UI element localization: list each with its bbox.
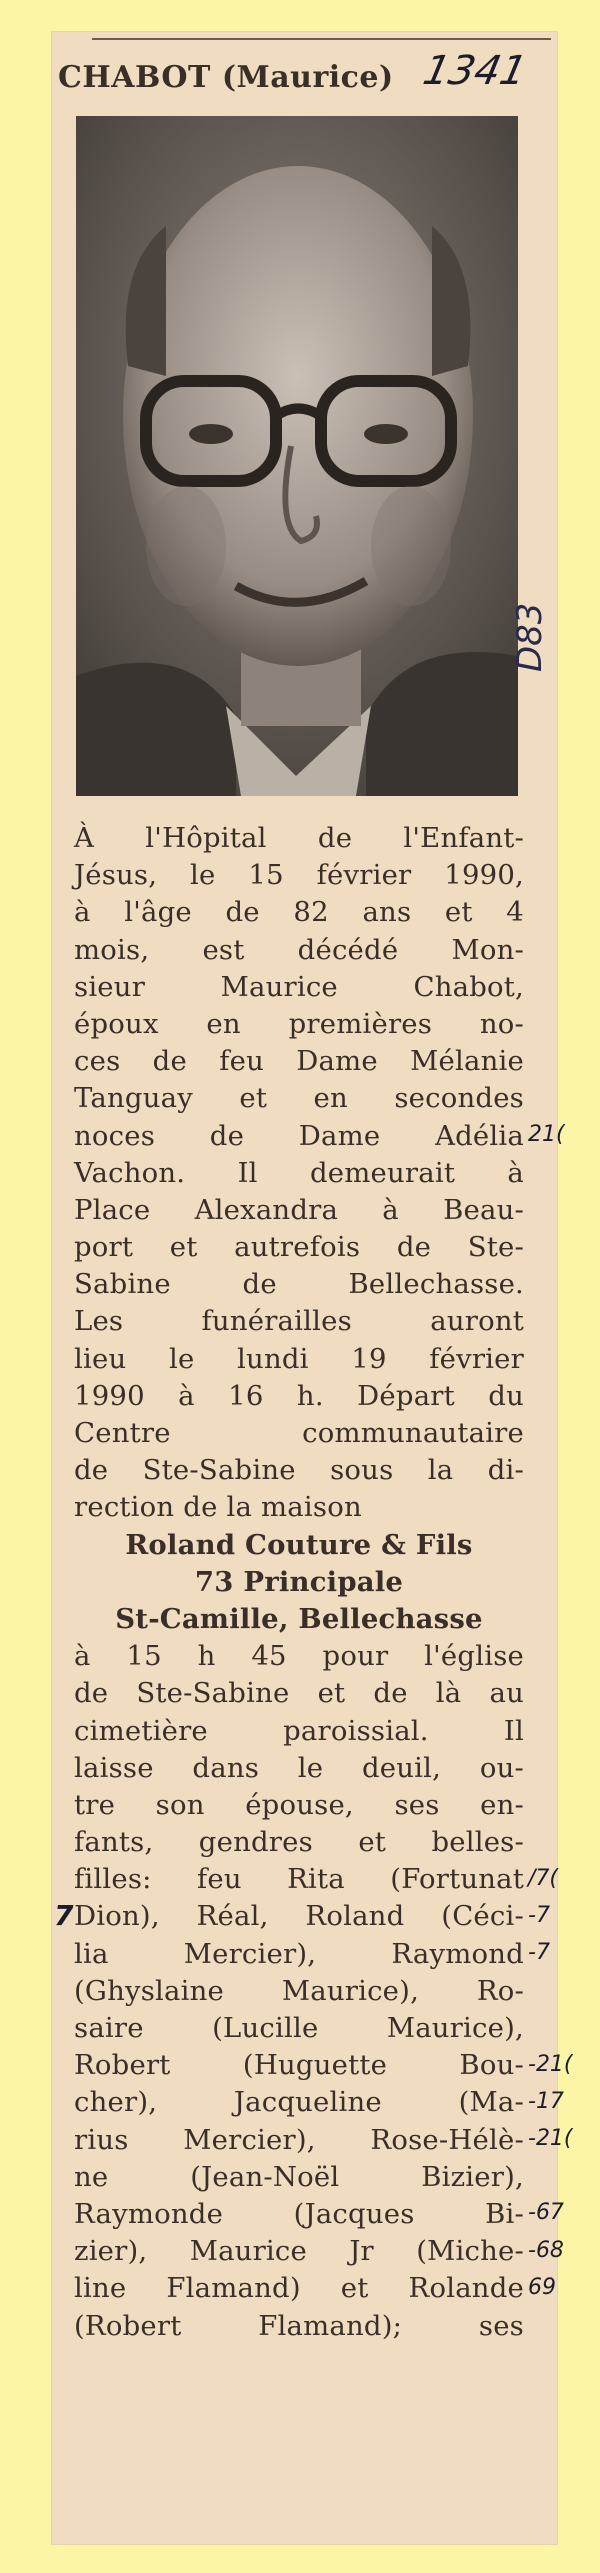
body-line: Robert (Huguette Bou- (74, 2049, 524, 2082)
handwritten-margin-note: -7 (528, 1902, 550, 1928)
body-line: à 15 h 45 pour l'église (74, 1640, 524, 1673)
body-line: de Ste-Sabine sous la di- (74, 1454, 524, 1487)
body-line: (Robert Flamand); ses (74, 2309, 524, 2342)
body-line: lia Mercier), Raymond (74, 1937, 524, 1970)
body-line: tre son épouse, ses en- (74, 1788, 524, 1821)
body-line: cimetière paroissial. Il (74, 1714, 524, 1747)
handwritten-margin-note: 21( (528, 1121, 565, 1147)
body-line: rius Mercier), Rose-Hélè- (74, 2123, 524, 2156)
body-line: 1990 à 16 h. Départ du (74, 1379, 524, 1412)
body-line: saire (Lucille Maurice), (74, 2012, 524, 2044)
body-line: (Ghyslaine Maurice), Ro- (74, 1974, 524, 2007)
handwritten-margin-note: -21( (528, 2051, 573, 2077)
body-line: Roland Couture & Fils (125, 1528, 473, 1561)
body-line: 73 Principale (194, 1565, 404, 1598)
body-line: Place Alexandra à Beau- (74, 1193, 524, 1226)
handwritten-number: 1341 (419, 48, 531, 94)
portrait-photo (76, 116, 518, 796)
body-line: sieur Maurice Chabot, (74, 970, 524, 1003)
handwritten-margin-note: -68 (528, 2237, 564, 2263)
portrait-image (76, 116, 518, 796)
body-line: laisse dans le deuil, ou- (74, 1751, 524, 1784)
handwritten-margin-note: /7( (528, 1865, 558, 1891)
body-line: époux en premières no- (74, 1007, 524, 1040)
handwritten-left-mark: 7 (54, 1898, 74, 1932)
body-line: zier), Maurice Jr (Miche- (74, 2235, 524, 2268)
body-line: ne (Jean-Noël Bizier), (74, 2160, 524, 2193)
body-line: à l'âge de 82 ans et 4 (74, 896, 524, 929)
obituary-body (74, 820, 524, 2345)
obituary-heading: CHABOT (Maurice) (58, 60, 394, 95)
body-line: Les funérailles auront (74, 1305, 524, 1338)
body-line: À l'Hôpital de l'Enfant- (74, 822, 524, 854)
obituary-clipping (52, 32, 573, 2544)
body-line: Raymonde (Jacques Bi- (74, 2197, 524, 2230)
margin-note: D83 (510, 602, 550, 672)
body-line: de Ste-Sabine et de là au (74, 1677, 524, 1710)
body-line: rection de la maison (74, 1491, 362, 1524)
body-line: Dion), Réal, Roland (Céci- (74, 1900, 524, 1933)
body-line: fants, gendres et belles- (74, 1826, 524, 1859)
body-line: cher), Jacqueline (Ma- (74, 2086, 524, 2119)
handwritten-margin-note: -7 (528, 1940, 550, 1965)
body-line: port et autrefois de Ste- (74, 1231, 524, 1264)
handwritten-margin-note: 69 (528, 2274, 556, 2300)
body-line: line Flamand) et Rolande (74, 2272, 524, 2305)
top-rule (92, 38, 551, 40)
body-line: Centre communautaire (74, 1417, 524, 1449)
body-line: Tanguay et en secondes (74, 1082, 524, 1115)
body-line: mois, est décédé Mon- (74, 933, 524, 966)
body-line: noces de Dame Adélia (74, 1119, 524, 1152)
body-line: Sabine de Bellechasse. (74, 1268, 524, 1301)
body-line: filles: feu Rita (Fortunat (74, 1863, 524, 1896)
body-line: St-Camille, Bellechasse (115, 1602, 483, 1635)
body-line: Jésus, le 15 février 1990, (74, 859, 524, 892)
handwritten-margin-note: -67 (528, 2200, 564, 2226)
handwritten-margin-note: -21( (528, 2126, 573, 2151)
body-line: ces de feu Dame Mélanie (74, 1045, 524, 1078)
body-line: Vachon. Il demeurait à (74, 1156, 524, 1189)
handwritten-margin-note: -17 (528, 2088, 564, 2114)
body-line: lieu le lundi 19 février (74, 1342, 524, 1375)
